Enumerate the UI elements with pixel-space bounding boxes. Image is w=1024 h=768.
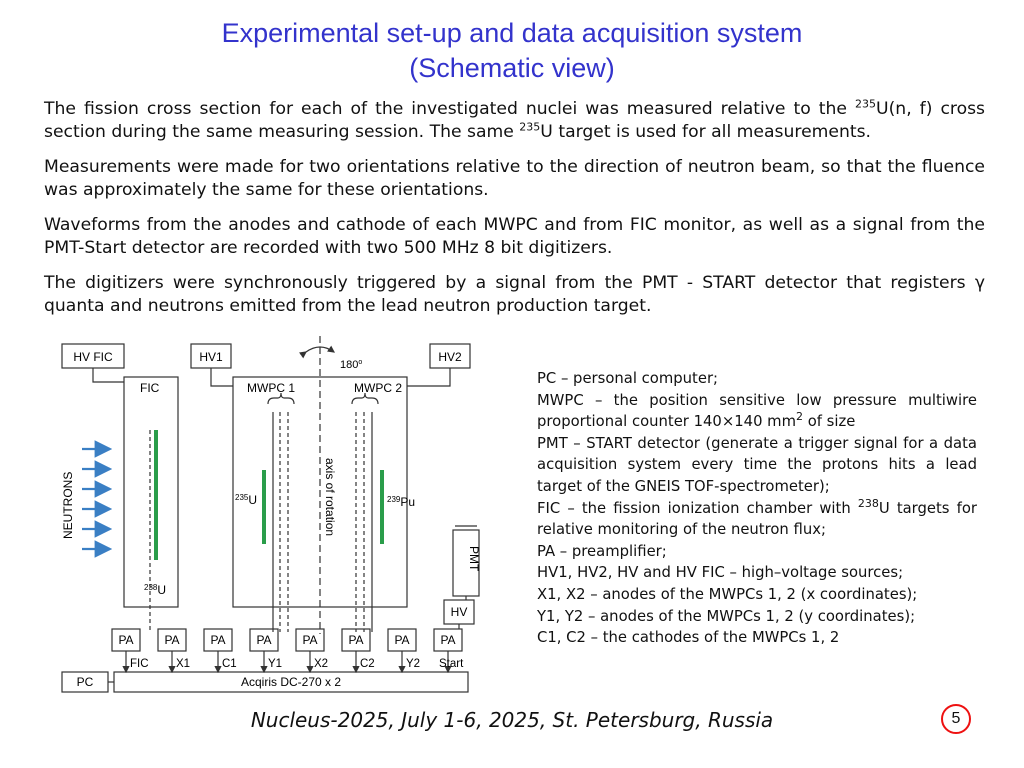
hv2-label: HV2: [438, 350, 462, 364]
fic-label: FIC: [140, 381, 160, 395]
signal-label-x2: X2: [314, 658, 329, 670]
pa-label-7: PA: [394, 633, 410, 647]
neutron-beam-arrows: [82, 449, 110, 549]
legend-x: X1, X2 – anodes of the MWPCs 1, 2 (x coordinates);: [537, 585, 918, 603]
u235-label: $^{235}$U: [235, 493, 258, 507]
u238-target: [154, 430, 158, 560]
paragraph-waveforms: Waveforms from the anodes and cathode of each MWPC and from FIC monitor, as well as a signal from the PMT-Start detector are recorded with two 500 MHz 8 bit digitizers.: [44, 215, 985, 258]
footer-conference: Nucleus-2025, July 1-6, 2025, St. Petersburg, Russia: [250, 708, 774, 732]
signal-label-c1: C1: [222, 658, 237, 670]
fic-chamber: [124, 377, 178, 607]
paragraph-orientations: Measurements were made for two orientations relative to the direction of neutron beam, so that the fluence was approximately the same for these orientations.: [44, 157, 985, 200]
legend-c: C1, C2 – the cathodes of the MWPCs 1, 2: [537, 629, 840, 647]
signal-label-c2: C2: [360, 658, 375, 670]
mwpc2-label: MWPC 2: [354, 381, 402, 395]
hv1-label: HV1: [199, 350, 223, 364]
pu239-target: [380, 470, 384, 544]
abbreviation-legend: [537, 368, 977, 649]
u238-label: $^{238}$U: [144, 583, 167, 597]
signal-label-y1: Y1: [268, 658, 283, 670]
legend-hv: HV1, HV2, HV and HV FIC – high–voltage sources;: [537, 564, 904, 582]
pa-label-2: PA: [164, 633, 180, 647]
pa-label-1: PA: [118, 633, 134, 647]
digitizer-label: Acqiris DC-270 x 2: [240, 675, 342, 689]
hv-fic-label: HV FIC: [73, 350, 113, 364]
pa-label-5: PA: [302, 633, 318, 647]
legend-y: Y1, Y2 – anodes of the MWPCs 1, 2 (y coordinates);: [537, 607, 916, 625]
paragraph-reference-cross-section: The fission cross section for each of the investigated nuclei was measured relative to the $^{235}$U(n, f) cross section during the same measuring session. The same $^{235}$U target is used for all measurements.: [44, 97, 986, 142]
axis-of-rotation-label: axis of rotation: [323, 458, 337, 537]
pmt-label: PMT: [467, 546, 481, 572]
pa-label-3: PA: [210, 633, 226, 647]
neutrons-label: NEUTRONS: [61, 471, 75, 539]
page-number: 5: [941, 704, 971, 734]
pa-label-6: PA: [348, 633, 364, 647]
signal-label-start: Start: [439, 658, 464, 670]
legend-pa: PA – preamplifier;: [537, 542, 667, 560]
legend-pmt: PMT – START detector (generate a trigger signal for a data acquisition system every time the protons hits a lead target of the GNEIS TOF-spectrometer);: [537, 434, 977, 495]
rotation-angle-label: 180$^o$: [340, 359, 363, 371]
slide-subtitle: (Schematic view): [409, 53, 615, 83]
legend-pc: PC – personal computer;: [537, 370, 719, 387]
signal-label-x1: X1: [176, 658, 191, 670]
setup-schematic: [54, 334, 481, 698]
slide-title: Experimental set-up and data acquisition system: [221, 18, 803, 48]
u235-target: [262, 470, 266, 544]
signal-label-fic: FIC: [130, 658, 149, 670]
legend-fic: FIC – the fission ionization chamber with $^{238}$U targets for relative monitoring of the neutron flux;: [537, 496, 977, 539]
paragraph-trigger: The digitizers were synchronously triggered by a signal from the PMT - START detector that registers γ quanta and neutrons emitted from the lead neutron production target.: [44, 273, 985, 316]
signal-label-y2: Y2: [406, 658, 421, 670]
pu239-label: $^{239}$Pu: [387, 495, 416, 509]
legend-mwpc: MWPC – the position sensitive low pressure multiwire proportional counter 140×140 $mm^2$ of size: [537, 391, 977, 431]
pc-label: PC: [76, 675, 94, 689]
hv-pmt-label: HV: [450, 605, 468, 619]
pa-label-4: PA: [256, 633, 272, 647]
mwpc1-label: MWPC 1: [247, 381, 295, 395]
pa-label-8: PA: [440, 633, 456, 647]
